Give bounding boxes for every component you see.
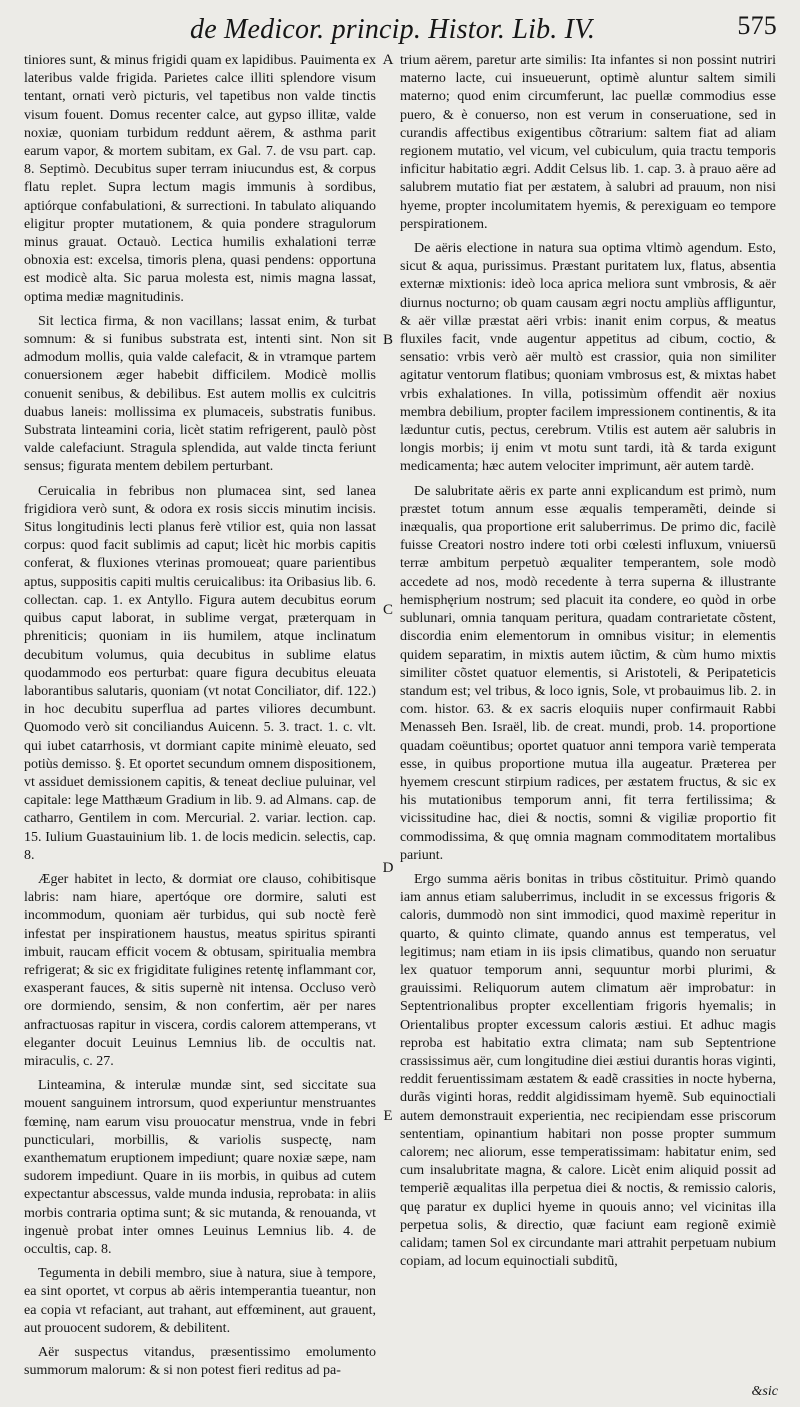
page-number: 575 bbox=[737, 11, 777, 40]
paragraph: Tegumenta in debili membro, siue à natura, siue à tempore, ea sint oportet, vt corpus ab aëris intemperantia tueantur, non ea copia vt refaciant, aut trahant, aut effœminent, aut grauent, aut prouocent sudorem, & debilitent. bbox=[24, 1266, 376, 1336]
paragraph: tiniores sunt, & minus frigidi quam ex lapidibus. Pauimenta ex lateribus valde frigida. Parietes calce illiti splendore visum tentant, ornati verò picturis, vel tapetibus non valde tinctis visum fouent. Domus recenter calce, aut gypso illitæ, valde noxiæ, quoniam turbidum reddunt aërem, & asthma parit earum vapor, & mortem subitam, ex Gal. 7. de vsu part. cap. 8. Septimò. Decubitus super terram iniucundus est, & corpus flatu replet. Supra lectum magis immunis à sordibus, aptiórque confabulationi, & surrectioni. In tabulato aliquando eligitur propter mutationem, & quia pondere stragulorum minus grauat. Octauò. Lectica humilis exhalationi terræ obnoxia est: excelsa, timoris plena, quasi pendens: opportuna est modicè alta. Sic parua molesta est, nimis magna lassat, optima mediæ magnitudinis. bbox=[24, 53, 376, 305]
paragraph: Æger habitet in lecto, & dormiat ore clauso, cohibitisque labris: nam hiare, apertóque ore dormire, saluti est incommodum, quoniam aër turbidus, qui sub noctè ferè infestat per inspirationem haustus, meatus spiritus spiranti imbuit, raucam efficit vocem & obtusam, spiritualia membra refrigerat; & sic ex frigiditate fuligines retentę inflammant cor, exasperant fauces, & sitis supernè nit intensa. Occluso verò ore dormiendo, sensim, & non confertim, aër per nares anfractuosas rapitur in viscera, cordis calorem attemperans, vt eleganter docuit Leuinus Lemnius lib. de occultis nat. miraculis, c. 27. bbox=[24, 871, 376, 1069]
paragraph: Linteamina, & interulæ mundæ sint, sed siccitate sua mouent sanguinem introrsum, quod experiuntur menstruantes fœminę, nam earum visu prouocatur menstrua, vnde in febri puncticulari, morbillis, & variolis suspectę, nam exanthematum eruptionem impediunt; quare noxiæ sæpe, nam sudorem impediunt. Quare in iis morbis, in quibus ad cutem expectantur abscessus, valde munda indusia, reprobata: in aliis morbis contraria optima sunt; & sic mutanda, & renouanda, vt ingenuè probat inter omnes Leuinus Lemnius lib. 4. de occultis, cap. 8. bbox=[24, 1078, 376, 1257]
running-title: de Medicor. princip. Histor. Lib. IV. bbox=[190, 14, 596, 45]
left-column bbox=[24, 52, 376, 1392]
margin-letter-d: D bbox=[382, 860, 394, 876]
margin-letter-e: E bbox=[383, 1108, 393, 1124]
right-column bbox=[400, 52, 776, 1392]
margin-letter-b: B bbox=[382, 332, 393, 348]
catchword: &sic bbox=[751, 1384, 778, 1399]
margin-letter-c: C bbox=[382, 602, 393, 618]
paragraph: Ergo summa aëris bonitas in tribus cõstituitur. Primò quando iam annus etiam saluberrimus, includit in se excessus frigoris & caloris, dummodò non sint immodici, quod maximè reperitur in quarto, & quinto climate, quando annus est temperatus, vel legitimus; nam etiam in iis ipsis climatibus, quando non seruatur lex quatuor temporum anni, sequuntur morbi plurimi, & grauissimi. Reliquorum autem climatum aër improbatur: in Septentrionalibus propter excellentiam frigoris hyemalis; in Orientalibus propter excessum caloris æstiui. Et adhuc magis reproba est habitatio extra climata; nam sub Septentrione crassissimus aër, cum longitudine diei æstiui durantis horas viginti, reddit feruentissimam æstatem & eadẽ crassities in nocte hyberna, durãs viginti horas, reddit algidissimam hyemẽ. Sub equinoctiali autem demonstrauit experientia, nec recipiendam esse priscorum sententiam, opinantium habitari non posse propter summum calorem; nec aliorum, esse temperatissimam: habitatur enim, sed cum insalubritate magna, & calore. Licèt enim aliquid possit ad temperiẽ æqualitas illa perpetua diei & noctis, & remissio caloris, quę paratur ex duplici hyeme in quouis anno; vel vicinitas illa perpetua solis, & directio, quæ faciunt eam regionẽ eximiè calidam; tamen Sol ex circundante mari attrahit perpetuam nubium copiam, ad locum equinoctiali subditũ, bbox=[400, 871, 776, 1270]
paragraph: trium aërem, paretur arte similis: Ita infantes si non possint nutriri materno lacte, cui insueuerunt, optimè aluntur saltem simili materno; quod enim circumferunt, lac puellæ commodius esse puero, & è conuerso, non est verum in conseruatione, sed in curandis affectibus exigentibus cõtrarium: saltem fiat ad aliam regionem mutatio, vel vicum, vel cubiculum, quia tractu temporis inficitur habitatio ægri. Addit Celsus lib. 1. cap. 3. à prauo aëre ad salubrem mutatio fiat per æstatem, à salubri ad prauum, non nisi hyeme, propter incolumitatem hyemis, & perexiguam eo tempore perspirationem. bbox=[400, 53, 776, 232]
paragraph: Aër suspectus vitandus, præsentissimo emolumento summorum malorum: & si non potest fieri reditus ad pa- bbox=[24, 1345, 376, 1379]
paragraph: Sit lectica firma, & non vacillans; lassat enim, & turbat somnum: & si funibus substrata est, intenti sint. Non sit admodum mollis, quia valde calefacit, & in vtramque partem conuersionem æger habebit difficilem. Modicè mollis conuenit senibus, & debilibus. Est autem mollis ex culcitris duabus laneis: mollissima ex plumaceis, substratis funibus. Substrata linteamini coria, licèt statim refrigerent, paulò pòst valde calefaciunt. Stragula splendida, aut valde tincta feriunt sensus; figurata mentem debilem perturbant. bbox=[24, 313, 376, 475]
paragraph: Ceruicalia in febribus non plumacea sint, sed lanea frigidiora verò sunt, & odora ex rosis siccis minutim incisis. Situs longitudinis lecti planus ferè vtilior est, quia non lassat corpus: quod facit sublimis ad caput; licèt hic morbis capitis conferat, & fluxiones vterinas promoueat; quare parientibus aptus, suppositis capiti multis ceruicalibus: ita Oribasius lib. 6. collectan. cap. 1. ex Antyllo. Figura autem decubitus eorum quibus caput laborat, in sublime vergat, præterquam in phreniticis; quoniam in iis humilem, atque inclinatum decubitum volumus, quia decubitus in sublime elatus quodammodo eos perturbat: quare figura decubitus eleuata laborantibus salutaris, quoniam (vt notat Conciliator, dif. 122.) in hoc decubitu superflua ad partes viliores decumbunt. Quomodo verò sit conciliandus Auicenn. 5. 3. tract. 1. c. vlt. qui iubet catarrhosis, vt dormiant capite minimè eleuato, sed potiùs demisso. §. Et oportet secundum omnem dispositionem, vt assiduet demissionem capitis, & teneat decliue puluinar, vel capitale: lege Matthæum Gradium in lib. 9. ad Almans. cap. de catharro, Gentilem in com. Mercurial. 2. variar. lection. cap. 15. Iulium Guastauinium lib. 1. de locis medicin. selectis, cap. 8. bbox=[24, 483, 376, 863]
running-header bbox=[190, 12, 785, 48]
paragraph: De aëris electione in natura sua optima vltimò agendum. Esto, sicut & aqua, purissimus. Præstant puritatem lux, flatus, absentia externæ mixtionis: ideò loca aprica meliora sunt vmbrosis, & aër diurnus nocturno; ob quam causam ægri noctu ampliùs affliguntur, & aër villæ præstat aëri vrbis: inanit enim corpus, & meatus fluxiles facit, vnde augentur appetitus ad cibum, coctio, & sensatio: vrbis verò aër multò est crassior, quia non similiter agitatur ventorum flatibus; quoniam vmbrosus est, & mixtas habet vrbis exhalationes. In villa, potissimùm offendit aër noxius membra debilium, propter facilem impressionem continentis, & ita læduntur cutis, pectus, cerebrum. Vtilis est autem aër salubris in longis morbis; ij enim vt motu sunt tardi, ità & tarda exigunt medicamenta; hæc autem velociter imprimunt, aër autem tardè. bbox=[400, 241, 776, 475]
margin-letter-a: A bbox=[382, 52, 394, 68]
paragraph: De salubritate aëris ex parte anni explicandum est primò, num præstet totum annum esse æqualis temperamẽti, deinde si inæqualis, qua proportione erit saluberrimus. De primo dic, facilè fuisse Creatori nostro indere toti orbi cœlesti influxum, vniuersū terræ ambitum perpetuò æqualiter temperantem, sole modò accedete ad nos, modò recedente à terra superna & illustrante hemisphęrium nostrum; sed placuit ita condere, eo quòd in orbe sublunari, omnia tanquam peritura, quadam contrarietate cõstent, discordia enim elementorum in omnibus visitur; in elementis quidem separatim, in mixtis autem iũctim, & cùm humo mixtis similiter cõstet quatuor elementis, si Aristoteli, & Peripateticis standum est; vel tribus, & loco ignis, Sole, vt probauimus lib. 2. in com. histor. 63. & ex sacris eloquiis nuper confirmauit Rabbi Menasseh Ben. Israël, lib. de creat. mundi, prob. 14. proportione quadam coëuntibus; oportet quatuor anni tempora variè temperata esse, in quibus proportione mutua illa augeatur. Præterea per hyemem crescunt stirpium radices, per æstatem fructus, & sic ex his mutationibus temporum anni, fit terra fertilissima; & vicissitudine hac, diei & noctis, somni & vigiliæ proportio fit commodissima, & quę omnia magnam commoditatem mortalibus pariunt. bbox=[400, 483, 776, 863]
